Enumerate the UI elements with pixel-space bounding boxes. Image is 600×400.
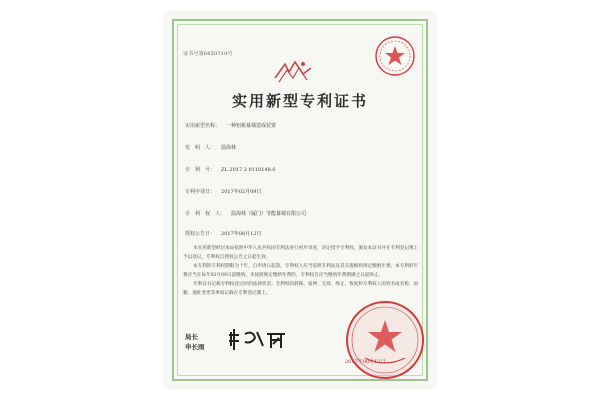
certificate-number: 证书号第6450710号 (183, 51, 233, 57)
seal-date: 2017年08月12日 (345, 359, 386, 365)
field-grant-date: 授权公告日： 2017年08月12日 (185, 231, 262, 237)
certificate-body-text (183, 244, 419, 298)
body-paragraph: 专利证书记载专利权登记时的法律状况。专利权的转移、质押、无效、终止、恢复和专利权人的姓名或名称、国籍、地址变更等事项记载在专利登记簿上。 (183, 282, 419, 296)
patent-certificate (165, 12, 435, 388)
corner-seal-icon (373, 34, 417, 78)
field-inventor: 发 明 人： 温海林 (185, 145, 237, 151)
official-seal-icon (343, 298, 427, 382)
certificate-title: 实用新型专利证书 (231, 92, 368, 110)
field-patentee: 专 利 权 人： 温海林（厦门）节能幕墙有限公司 (185, 211, 307, 217)
director-title: 局长 申长雨 (185, 333, 205, 351)
body-paragraph: 本实用新型经过本局依照中华人民共和国专利法进行初步审查，决定授予专利权，颁发本证书并在专利登记簿上予以登记。专利权自授权公告之日起生效。 (183, 246, 419, 260)
patent-office-emblem-icon (273, 58, 313, 86)
field-application-date: 专利申请日： 2017年02月09日 (185, 189, 262, 195)
director-signature-icon (227, 326, 289, 352)
field-utility-model-name: 实用新型名称： 一种铝板幕墙造成装置 (185, 123, 277, 129)
body-paragraph: 本专利的专利权期限为十年，自申请日起算。专利权人应当依照专利法及其实施细则规定缴纳年费。本专利的年费应当在每年02月09日前缴纳。未按照规定缴纳年费的，专利权自应当缴纳年费期满之日起终止。 (183, 264, 419, 278)
field-patent-number: 专 利 号： ZL 2017 2 0110148.6 (185, 167, 276, 173)
